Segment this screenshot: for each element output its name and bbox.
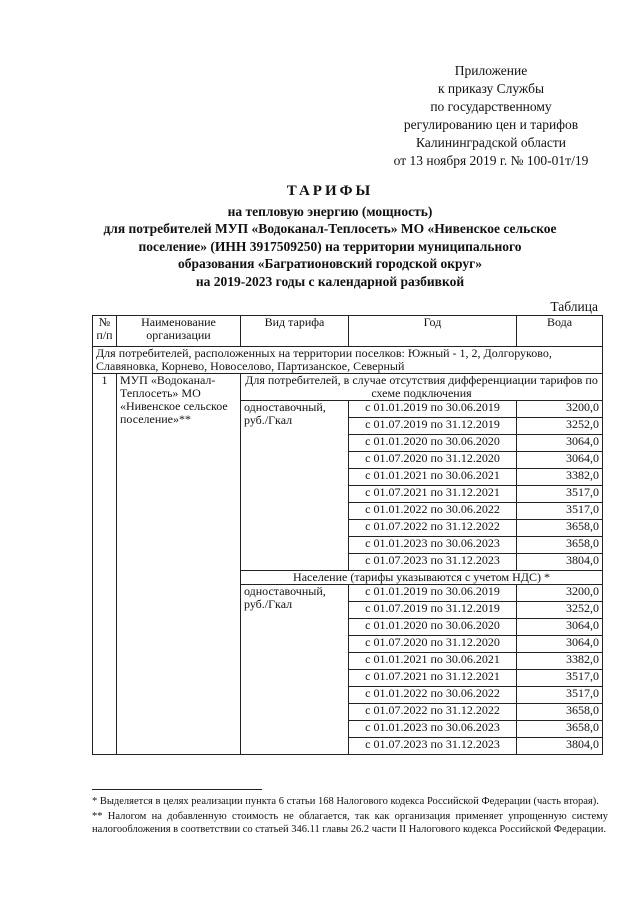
section2-label: Население (тарифы указываются с учетом НДС) *: [241, 571, 603, 585]
water-value-cell: 3517,0: [517, 486, 603, 503]
title-line: на 2019-2023 годы с календарной разбивкой: [195, 273, 465, 289]
water-value-cell: 3658,0: [517, 520, 603, 537]
period-cell: с 01.07.2021 по 31.12.2021: [349, 486, 517, 503]
appendix-header: [360, 62, 622, 170]
water-value-cell: 3200,0: [517, 401, 603, 418]
header-tariff-type: Вид тарифа: [241, 316, 349, 347]
appendix-line: от 13 ноября 2019 г. № 100-01т/19: [393, 153, 589, 168]
table-label: Таблица: [550, 299, 598, 314]
water-value-cell: 3252,0: [517, 418, 603, 435]
appendix-line: к приказу Службы: [437, 81, 545, 96]
period-cell: с 01.07.2019 по 31.12.2019: [349, 602, 517, 619]
water-value-cell: 3517,0: [517, 503, 603, 520]
territory-row: [93, 347, 603, 374]
appendix-line: Приложение: [454, 63, 528, 78]
period-cell: с 01.07.2023 по 31.12.2023: [349, 554, 517, 571]
period-cell: с 01.01.2023 по 30.06.2023: [349, 721, 517, 738]
period-cell: с 01.07.2020 по 31.12.2020: [349, 452, 517, 469]
water-value-cell: 3382,0: [517, 653, 603, 670]
title-line: поселение» (ИНН 3917509250) на территории муниципального: [138, 238, 522, 254]
period-cell: с 01.07.2022 по 31.12.2022: [349, 704, 517, 721]
section1-tariff-type: одноставочный, руб./Гкал: [241, 401, 349, 571]
period-cell: с 01.01.2020 по 30.06.2020: [349, 619, 517, 636]
water-value-cell: 3064,0: [517, 619, 603, 636]
water-value-cell: 3064,0: [517, 636, 603, 653]
water-value-cell: 3064,0: [517, 435, 603, 452]
water-value-cell: 3804,0: [517, 738, 603, 755]
appendix-line: регулированию цен и тарифов: [403, 117, 579, 132]
period-cell: с 01.01.2022 по 30.06.2022: [349, 503, 517, 520]
title-line: образования «Багратионовский городской округ»: [178, 256, 482, 271]
section2-tariff-type: одноставочный, руб./Гкал: [241, 585, 349, 755]
territory-text: Для потребителей, расположенных на территории поселков: Южный - 1, 2, Долгоруково, Славяновка, Корнево, Новоселово, Партизанское, Северный: [93, 347, 603, 374]
period-cell: с 01.01.2020 по 30.06.2020: [349, 435, 517, 452]
appendix-line: по государственному: [430, 99, 552, 114]
water-value-cell: 3658,0: [517, 704, 603, 721]
table-header-row: [93, 316, 603, 347]
period-cell: с 01.01.2021 по 30.06.2021: [349, 469, 517, 486]
water-value-cell: 3382,0: [517, 469, 603, 486]
footnote-2: ** Налогом на добавленную стоимость не облагается, так как организация применяет упрощенную систему налогообложения в соответствии со статьей 346.11 главы 26.2 части II Налогового кодекса Российской Федерации.: [92, 811, 608, 835]
period-cell: с 01.01.2021 по 30.06.2021: [349, 653, 517, 670]
water-value-cell: 3252,0: [517, 602, 603, 619]
section1-label: Для потребителей, в случае отсутствия дифференциации тарифов по схеме подключения: [241, 374, 603, 401]
organization-name: МУП «Водоканал-Теплосеть» МО «Нивенское сельское поселение»**: [117, 374, 241, 755]
period-cell: с 01.01.2022 по 30.06.2022: [349, 687, 517, 704]
water-value-cell: 3200,0: [517, 585, 603, 602]
title-line: для потребителей МУП «Водоканал-Теплосеть» МО «Нивенское сельское: [103, 221, 557, 236]
footnote-divider: [92, 789, 262, 790]
water-value-cell: 3064,0: [517, 452, 603, 469]
title-line: на тепловую энергию (мощность): [227, 203, 433, 219]
tariff-table: [92, 315, 603, 755]
water-value-cell: 3658,0: [517, 537, 603, 554]
title-main: ТАРИФЫ: [286, 183, 374, 199]
footnotes: [92, 795, 608, 838]
section1-label-row: [93, 374, 603, 401]
header-year: Год: [349, 316, 517, 347]
footnote-1: * Выделяется в целях реализации пункта 6 статьи 168 Налогового кодекса Российской Федерации (часть вторая).: [92, 796, 599, 807]
row-number: 1: [93, 374, 117, 755]
appendix-line: Калининградской области: [415, 135, 567, 150]
document-title: [80, 183, 580, 290]
water-value-cell: 3658,0: [517, 721, 603, 738]
water-value-cell: 3517,0: [517, 687, 603, 704]
period-cell: с 01.01.2023 по 30.06.2023: [349, 537, 517, 554]
header-num: № п/п: [93, 316, 117, 347]
period-cell: с 01.07.2021 по 31.12.2021: [349, 670, 517, 687]
period-cell: с 01.07.2023 по 31.12.2023: [349, 738, 517, 755]
header-water: Вода: [517, 316, 603, 347]
period-cell: с 01.07.2019 по 31.12.2019: [349, 418, 517, 435]
period-cell: с 01.01.2019 по 30.06.2019: [349, 585, 517, 602]
period-cell: с 01.07.2020 по 31.12.2020: [349, 636, 517, 653]
water-value-cell: 3804,0: [517, 554, 603, 571]
water-value-cell: 3517,0: [517, 670, 603, 687]
period-cell: с 01.07.2022 по 31.12.2022: [349, 520, 517, 537]
period-cell: с 01.01.2019 по 30.06.2019: [349, 401, 517, 418]
header-org: Наименование организации: [117, 316, 241, 347]
